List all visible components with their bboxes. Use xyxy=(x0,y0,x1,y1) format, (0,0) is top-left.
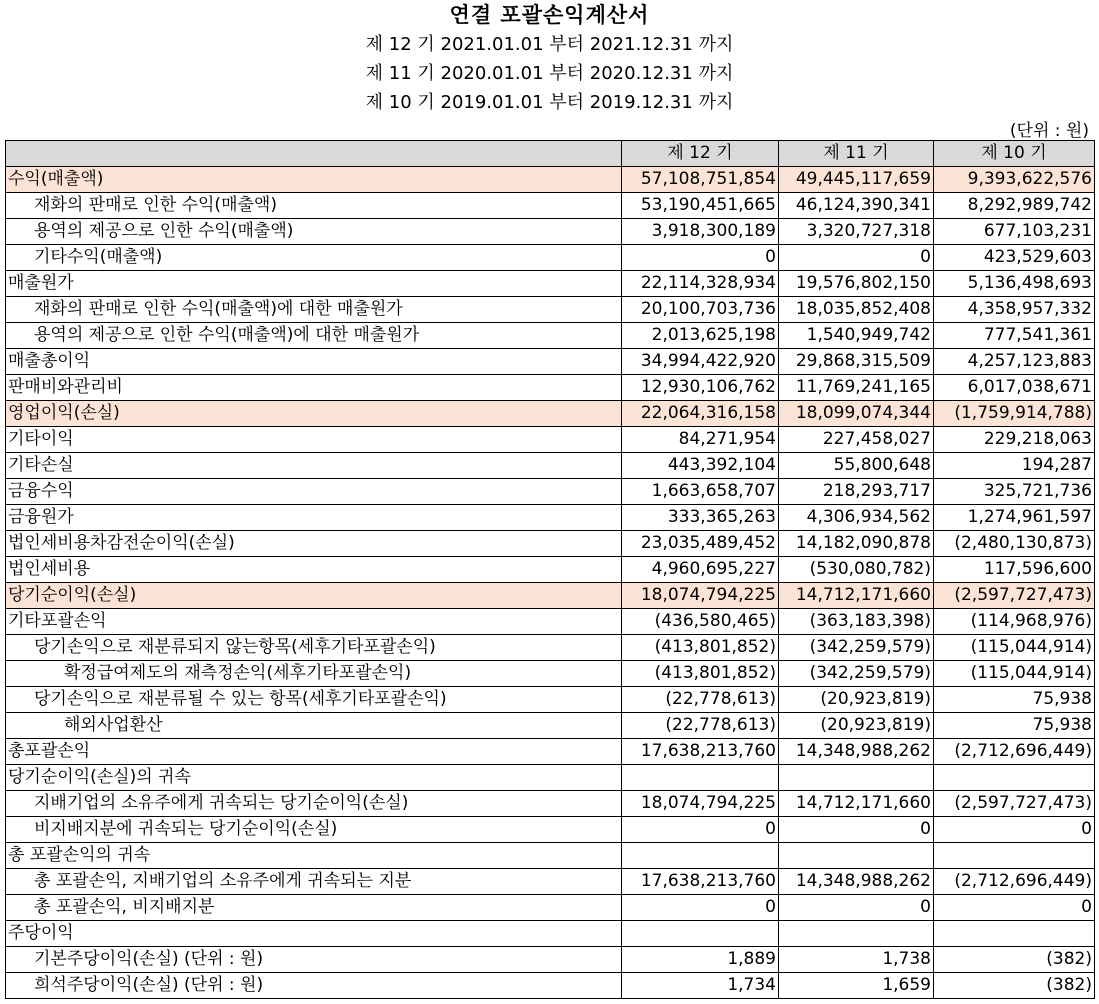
document-header xyxy=(0,0,1099,117)
table-row xyxy=(6,453,1095,479)
table-row xyxy=(6,687,1095,713)
table-row xyxy=(6,817,1095,843)
value-cell: 34,994,422,920 xyxy=(622,349,779,375)
value-cell: 1,663,658,707 xyxy=(622,479,779,505)
header-cell-label xyxy=(6,141,622,167)
value-cell: 11,769,241,165 xyxy=(779,375,934,401)
value-cell: (413,801,852) xyxy=(622,661,779,687)
value-cell: 0 xyxy=(934,817,1095,843)
value-cell: 18,074,794,225 xyxy=(622,583,779,609)
value-cell: 14,348,988,262 xyxy=(779,869,934,895)
value-cell: 4,960,695,227 xyxy=(622,557,779,583)
value-cell: 9,393,622,576 xyxy=(934,167,1095,193)
table-row xyxy=(6,973,1095,999)
value-cell: 75,938 xyxy=(934,713,1095,739)
row-label: 용역의 제공으로 인한 수익(매출액) xyxy=(6,219,622,245)
table-row xyxy=(6,791,1095,817)
table-row xyxy=(6,661,1095,687)
value-cell: 777,541,361 xyxy=(934,323,1095,349)
value-cell: 17,638,213,760 xyxy=(622,739,779,765)
value-cell: 49,445,117,659 xyxy=(779,167,934,193)
value-cell: (20,923,819) xyxy=(779,713,934,739)
value-cell: 12,930,106,762 xyxy=(622,375,779,401)
row-label: 비지배지분에 귀속되는 당기순이익(손실) xyxy=(6,817,622,843)
value-cell: 1,274,961,597 xyxy=(934,505,1095,531)
row-label: 금융수익 xyxy=(6,479,622,505)
table-row xyxy=(6,167,1095,193)
row-label: 용역의 제공으로 인한 수익(매출액)에 대한 매출원가 xyxy=(6,323,622,349)
table-row xyxy=(6,531,1095,557)
row-label: 기본주당이익(손실) (단위 : 원) xyxy=(6,947,622,973)
header-cell-period-12: 제 12 기 xyxy=(622,141,779,167)
value-cell: 3,320,727,318 xyxy=(779,219,934,245)
table-row xyxy=(6,843,1095,869)
value-cell: 1,659 xyxy=(779,973,934,999)
value-cell: 22,114,328,934 xyxy=(622,271,779,297)
table-row xyxy=(6,869,1095,895)
table-row xyxy=(6,609,1095,635)
value-cell: 0 xyxy=(779,245,934,271)
value-cell: (436,580,465) xyxy=(622,609,779,635)
value-cell: 53,190,451,665 xyxy=(622,193,779,219)
row-label: 총 포괄손익, 비지배지분 xyxy=(6,895,622,921)
value-cell: (115,044,914) xyxy=(934,661,1095,687)
table-row xyxy=(6,583,1095,609)
table-row xyxy=(6,713,1095,739)
value-cell: 18,074,794,225 xyxy=(622,791,779,817)
row-label: 법인세비용차감전순이익(손실) xyxy=(6,531,622,557)
row-label: 주당이익 xyxy=(6,921,622,947)
value-cell: (2,712,696,449) xyxy=(934,869,1095,895)
value-cell: 46,124,390,341 xyxy=(779,193,934,219)
row-label: 법인세비용 xyxy=(6,557,622,583)
value-cell: (20,923,819) xyxy=(779,687,934,713)
row-label: 총 포괄손익의 귀속 xyxy=(6,843,622,869)
table-row xyxy=(6,921,1095,947)
value-cell: 443,392,104 xyxy=(622,453,779,479)
value-cell: 1,540,949,742 xyxy=(779,323,934,349)
value-cell: 0 xyxy=(779,895,934,921)
value-cell: (2,712,696,449) xyxy=(934,739,1095,765)
value-cell xyxy=(934,921,1095,947)
value-cell: (115,044,914) xyxy=(934,635,1095,661)
value-cell: 3,918,300,189 xyxy=(622,219,779,245)
table-row xyxy=(6,635,1095,661)
value-cell: 4,358,957,332 xyxy=(934,297,1095,323)
row-label: 재화의 판매로 인한 수익(매출액)에 대한 매출원가 xyxy=(6,297,622,323)
value-cell xyxy=(779,765,934,791)
value-cell: 0 xyxy=(622,817,779,843)
value-cell: 23,035,489,452 xyxy=(622,531,779,557)
header-cell-period-10: 제 10 기 xyxy=(934,141,1095,167)
value-cell: 117,596,600 xyxy=(934,557,1095,583)
value-cell: 5,136,498,693 xyxy=(934,271,1095,297)
table-row xyxy=(6,193,1095,219)
row-label: 기타손실 xyxy=(6,453,622,479)
value-cell: (22,778,613) xyxy=(622,713,779,739)
value-cell: 1,734 xyxy=(622,973,779,999)
value-cell xyxy=(934,765,1095,791)
table-row xyxy=(6,219,1095,245)
value-cell: (2,597,727,473) xyxy=(934,791,1095,817)
value-cell xyxy=(622,765,779,791)
row-label: 당기순이익(손실) xyxy=(6,583,622,609)
header-cell-period-11: 제 11 기 xyxy=(779,141,934,167)
value-cell xyxy=(622,921,779,947)
table-row xyxy=(6,245,1095,271)
value-cell: 14,712,171,660 xyxy=(779,791,934,817)
row-label: 희석주당이익(손실) (단위 : 원) xyxy=(6,973,622,999)
value-cell: 17,638,213,760 xyxy=(622,869,779,895)
row-label: 당기손익으로 재분류되지 않는항목(세후기타포괄손익) xyxy=(6,635,622,661)
period-line: 제 12 기 2021.01.01 부터 2021.12.31 까지 xyxy=(365,34,734,55)
value-cell: 2,013,625,198 xyxy=(622,323,779,349)
statement-title: 연결 포괄손익계산서 xyxy=(449,3,650,27)
value-cell: 325,721,736 xyxy=(934,479,1095,505)
value-cell: 20,100,703,736 xyxy=(622,297,779,323)
value-cell: (382) xyxy=(934,947,1095,973)
income-statement-table xyxy=(5,140,1095,999)
value-cell: 4,257,123,883 xyxy=(934,349,1095,375)
value-cell: 1,738 xyxy=(779,947,934,973)
value-cell: 29,868,315,509 xyxy=(779,349,934,375)
value-cell: 229,218,063 xyxy=(934,427,1095,453)
value-cell xyxy=(779,843,934,869)
row-label: 확정급여제도의 재측정손익(세후기타포괄손익) xyxy=(6,661,622,687)
value-cell: 22,064,316,158 xyxy=(622,401,779,427)
value-cell: 18,099,074,344 xyxy=(779,401,934,427)
value-cell xyxy=(934,843,1095,869)
table-row xyxy=(6,349,1095,375)
row-label: 영업이익(손실) xyxy=(6,401,622,427)
value-cell xyxy=(622,843,779,869)
table-row xyxy=(6,427,1095,453)
value-cell: (1,759,914,788) xyxy=(934,401,1095,427)
value-cell: 0 xyxy=(779,817,934,843)
row-label: 판매비와관리비 xyxy=(6,375,622,401)
value-cell: 677,103,231 xyxy=(934,219,1095,245)
row-label: 지배기업의 소유주에게 귀속되는 당기순이익(손실) xyxy=(6,791,622,817)
row-label: 재화의 판매로 인한 수익(매출액) xyxy=(6,193,622,219)
period-line: 제 11 기 2020.01.01 부터 2020.12.31 까지 xyxy=(365,63,734,84)
value-cell: (363,183,398) xyxy=(779,609,934,635)
value-cell: (342,259,579) xyxy=(779,661,934,687)
value-cell: 55,800,648 xyxy=(779,453,934,479)
value-cell xyxy=(779,921,934,947)
value-cell: 218,293,717 xyxy=(779,479,934,505)
row-label: 매출원가 xyxy=(6,271,622,297)
value-cell: 0 xyxy=(622,895,779,921)
table-row xyxy=(6,401,1095,427)
unit-note: (단위 : 원) xyxy=(1009,121,1089,141)
row-label: 기타수익(매출액) xyxy=(6,245,622,271)
row-label: 금융원가 xyxy=(6,505,622,531)
value-cell: 84,271,954 xyxy=(622,427,779,453)
value-cell: 19,576,802,150 xyxy=(779,271,934,297)
value-cell: 18,035,852,408 xyxy=(779,297,934,323)
value-cell: (2,597,727,473) xyxy=(934,583,1095,609)
table-row xyxy=(6,765,1095,791)
value-cell: 227,458,027 xyxy=(779,427,934,453)
value-cell: 57,108,751,854 xyxy=(622,167,779,193)
value-cell: 6,017,038,671 xyxy=(934,375,1095,401)
value-cell: 14,348,988,262 xyxy=(779,739,934,765)
value-cell: (342,259,579) xyxy=(779,635,934,661)
value-cell: 14,182,090,878 xyxy=(779,531,934,557)
value-cell: 0 xyxy=(934,895,1095,921)
table-row xyxy=(6,739,1095,765)
value-cell: (114,968,976) xyxy=(934,609,1095,635)
table-row xyxy=(6,375,1095,401)
table-row xyxy=(6,323,1095,349)
table-row xyxy=(6,297,1095,323)
value-cell: 423,529,603 xyxy=(934,245,1095,271)
table-row xyxy=(6,271,1095,297)
value-cell: 0 xyxy=(622,245,779,271)
table-row xyxy=(6,505,1095,531)
value-cell: 194,287 xyxy=(934,453,1095,479)
value-cell: (413,801,852) xyxy=(622,635,779,661)
value-cell: (382) xyxy=(934,973,1095,999)
value-cell: (2,480,130,873) xyxy=(934,531,1095,557)
table-header-row xyxy=(6,141,1095,167)
row-label: 총 포괄손익, 지배기업의 소유주에게 귀속되는 지분 xyxy=(6,869,622,895)
row-label: 총포괄손익 xyxy=(6,739,622,765)
value-cell: 333,365,263 xyxy=(622,505,779,531)
table-row xyxy=(6,557,1095,583)
value-cell: 75,938 xyxy=(934,687,1095,713)
table-row xyxy=(6,479,1095,505)
row-label: 수익(매출액) xyxy=(6,167,622,193)
value-cell: (22,778,613) xyxy=(622,687,779,713)
row-label: 해외사업환산 xyxy=(6,713,622,739)
value-cell: 1,889 xyxy=(622,947,779,973)
row-label: 당기순이익(손실)의 귀속 xyxy=(6,765,622,791)
value-cell: (530,080,782) xyxy=(779,557,934,583)
table-row xyxy=(6,895,1095,921)
value-cell: 8,292,989,742 xyxy=(934,193,1095,219)
row-label: 기타포괄손익 xyxy=(6,609,622,635)
value-cell: 14,712,171,660 xyxy=(779,583,934,609)
row-label: 기타이익 xyxy=(6,427,622,453)
table-row xyxy=(6,947,1095,973)
row-label: 매출총이익 xyxy=(6,349,622,375)
value-cell: 4,306,934,562 xyxy=(779,505,934,531)
row-label: 당기손익으로 재분류될 수 있는 항목(세후기타포괄손익) xyxy=(6,687,622,713)
period-line: 제 10 기 2019.01.01 부터 2019.12.31 까지 xyxy=(365,92,734,113)
